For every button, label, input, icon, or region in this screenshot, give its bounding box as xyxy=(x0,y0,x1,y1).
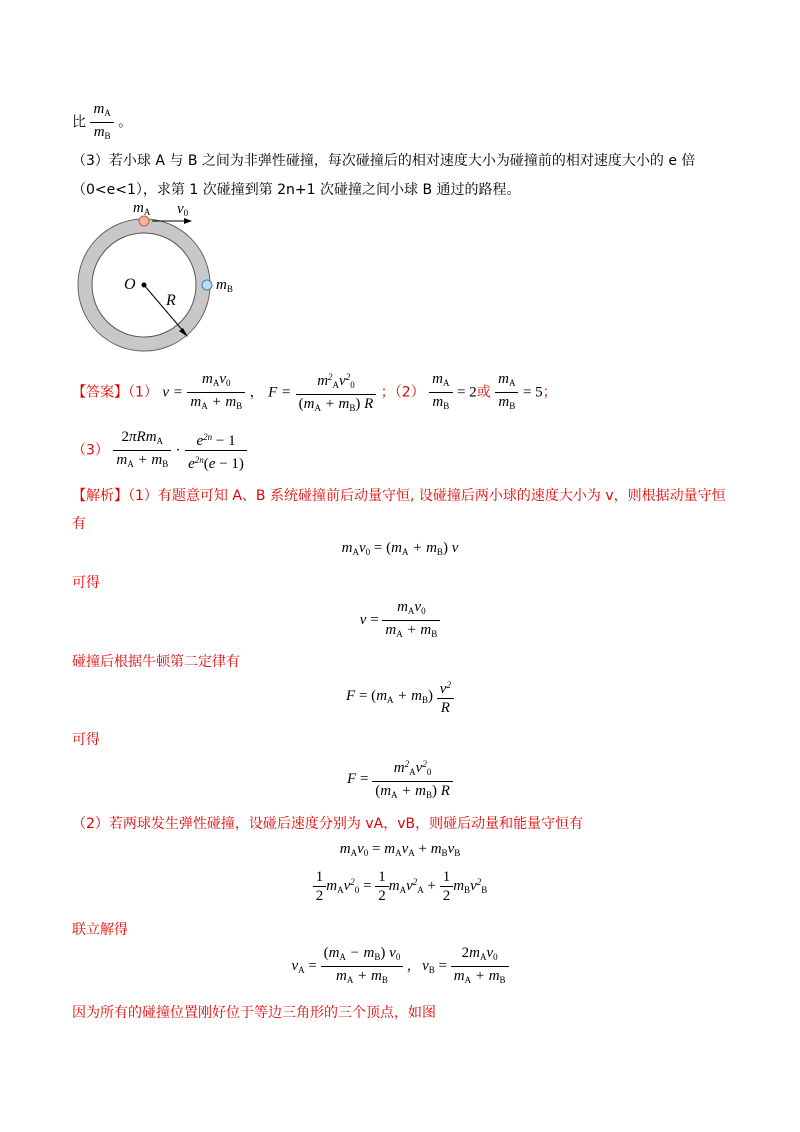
analysis-newton: 碰撞后根据牛顿第二定律有 xyxy=(72,654,240,670)
analysis-line1: 【解析】（1）有题意可知 A、B 系统碰撞前后动量守恒, 设碰撞后两小球的速度大小为 v，则根据动量守恒 xyxy=(72,488,726,504)
ball-A xyxy=(139,216,149,226)
bi-text: 比 xyxy=(72,114,86,131)
period: 。 xyxy=(118,114,133,131)
ball-B xyxy=(202,280,212,290)
eq-solutions: $v_A$ = $\frac{(m_A - m_B) v_0}{m_A + m_B}$ , $v_B$ = $\frac{2m_Av_0}{m_A + m_B}$ xyxy=(0,944,800,989)
ratio-mA-mB: $\frac{m_A}{m_B}$ xyxy=(90,100,113,145)
analysis-yinwei: 因为所有的碰撞位置刚好位于等边三角形的三个顶点，如图 xyxy=(72,1005,436,1021)
analysis-you: 有 xyxy=(72,516,86,532)
analysis-kede-2: 可得 xyxy=(72,732,100,748)
ratio-line xyxy=(72,100,132,145)
analysis-tag: 【解析】 xyxy=(72,488,128,504)
answer-line1: 【答案】（1） v = $\frac{m_Av_0}{m_A + m_B}$ ， F = $\frac{m^2_Av^2_0}{(m_A + m_B) R}$ ；（2） $\frac{m_A}{m_B}$ = 2或 $\frac{m_A}{m_B}$ = 5； xyxy=(72,368,557,417)
eq-momentum: $m_Av_0 = (m_A + m_B)$ v xyxy=(341,540,459,557)
answer-tag: 【答案】 xyxy=(72,384,128,401)
eq-elastic-momentum: $m_Av_0 = m_Av_A + m_Bv_B$ xyxy=(339,841,461,858)
label-mA: $m_A$ xyxy=(133,200,151,217)
q3-line2: （0<e<1），求第 1 次碰撞到第 2n+1 次碰撞之间小球 B 通过的路程。 xyxy=(72,182,521,198)
analysis-kede-1: 可得 xyxy=(72,575,100,591)
answer-line3: （3） $\frac{2\pi Rm_A}{m_A + m_B}$ · $\frac{e^{2n} - 1}{e^{2n}(e - 1)}$ xyxy=(72,428,247,473)
label-O: O xyxy=(124,276,136,293)
ring-figure xyxy=(60,198,240,358)
label-R: R xyxy=(166,292,176,309)
q3-line1: （3）若小球 A 与 B 之间为非弹性碰撞，每次碰撞后的相对速度大小为碰撞前的相对速度大小的 e 倍 xyxy=(72,153,696,169)
analysis-part2: （2）若两球发生弹性碰撞，设碰后速度分别为 vA，vB，则碰后动量和能量守恒有 xyxy=(72,816,584,832)
eq-F: F = $\frac{m^2_Av^2_0}{(m_A + m_B) R}$ xyxy=(0,755,800,804)
label-mB: $m_B$ xyxy=(216,277,233,294)
label-v0: $v_0$ xyxy=(177,201,189,218)
velocity-arrowhead xyxy=(184,218,192,224)
eq-newton: $F = (m_A + m_B)$ $\frac{v^2}{R}$ xyxy=(0,676,800,717)
analysis-lianli: 联立解得 xyxy=(72,922,128,938)
eq-v: v = $\frac{m_Av_0}{m_A + m_B}$ xyxy=(0,598,800,643)
eq-elastic-energy: $\frac{1}{2}$ $m_Av^2_0$ = $\frac{1}{2}$ $m_Av^2_A$ + $\frac{1}{2}$ $m_Bv^2_B$ xyxy=(0,868,800,905)
